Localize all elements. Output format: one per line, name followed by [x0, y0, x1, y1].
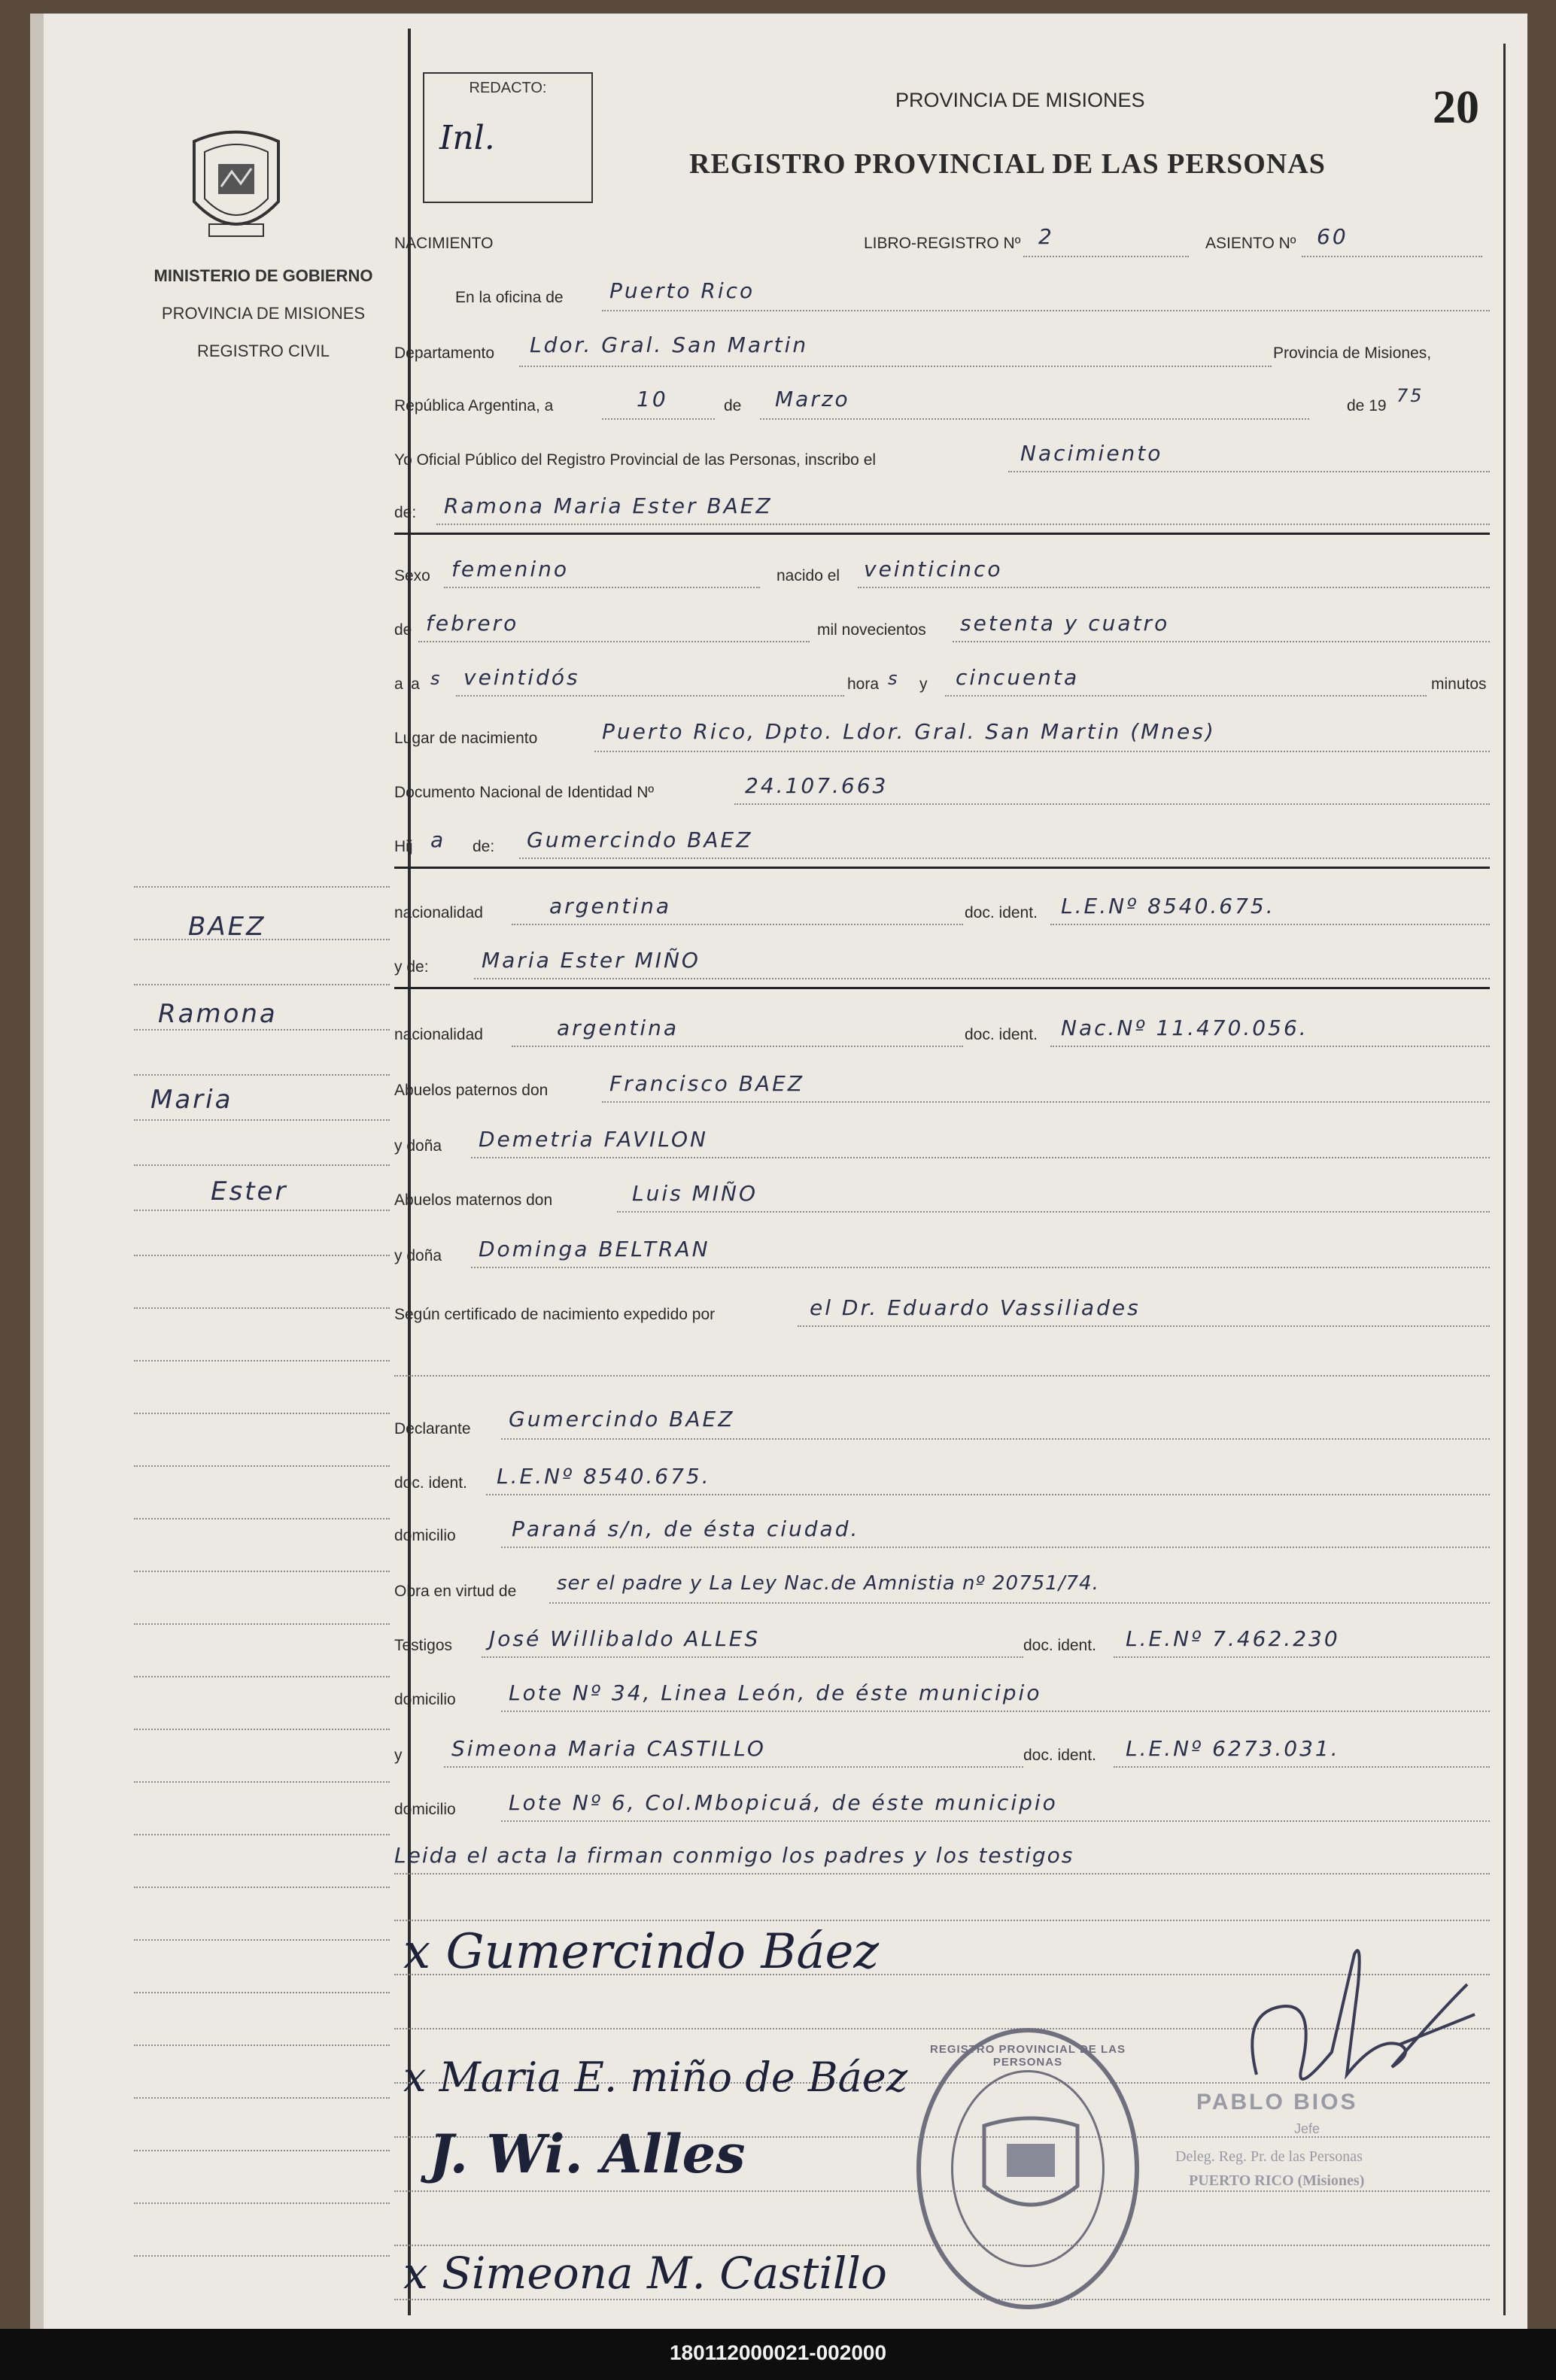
stub-line	[134, 1992, 390, 1993]
nombre-value: Ramona Maria Ester BAEZ	[444, 493, 773, 518]
testigo1-dom-dots	[501, 1711, 1490, 1712]
de-padre-label: de:	[473, 838, 495, 855]
stub-line	[134, 1781, 390, 1783]
republica-label: República Argentina, a	[394, 397, 554, 414]
madre-nac-value: argentina	[557, 1015, 679, 1040]
official-title-stamp: Jefe	[1294, 2121, 1320, 2136]
stub-line	[134, 1623, 390, 1625]
declarante-value: Gumercindo BAEZ	[509, 1407, 735, 1431]
signature-mother: x Maria E. miño de Báez	[403, 2054, 908, 2101]
padre-value: Gumercindo BAEZ	[527, 827, 753, 852]
dia-value: 10	[637, 387, 668, 411]
abuelo-paterno-dots	[602, 1101, 1490, 1103]
leida-value: Leida el acta la firman conmigo los padres y los testigos	[394, 1843, 1074, 1868]
y-de-label: y de:	[394, 958, 429, 976]
domicilio-label: domicilio	[394, 1527, 456, 1544]
certificado-dots	[798, 1325, 1490, 1327]
oficina-dots	[602, 310, 1490, 311]
stub-line	[134, 2045, 390, 2046]
mes-nac-dots	[418, 641, 810, 642]
testigo1-doc-label: doc. ident.	[1023, 1637, 1096, 1654]
anio-value: 75	[1396, 385, 1424, 406]
stub-line	[134, 984, 390, 985]
oficina-label: En la oficina de	[455, 289, 564, 306]
documento-value: 24.107.663	[745, 773, 889, 798]
padre-doc-label: doc. ident.	[965, 904, 1038, 921]
seal-emblem-icon	[977, 2111, 1085, 2231]
sig-line	[394, 2299, 1490, 2300]
anio-nac-value: setenta y cuatro	[960, 611, 1170, 636]
a-las-suffix: s	[430, 668, 442, 689]
documento-dots	[734, 803, 1490, 805]
abuela-materna-value: Dominga BELTRAN	[479, 1237, 710, 1261]
stub-line	[134, 1887, 390, 1888]
stub-line	[134, 2202, 390, 2204]
stub-province: PROVINCIA DE MISIONES	[161, 304, 366, 323]
stub-line	[134, 1571, 390, 1572]
abuela-paterna-dots	[471, 1157, 1490, 1158]
lugar-value: Puerto Rico, Dpto. Ldor. Gral. San Martin (Mnes)	[602, 719, 1216, 744]
signature-witness1: J. Wi. Alles	[429, 2123, 746, 2185]
obra-value: ser el padre y La Ley Nac.de Amnistia nº 20751/74.	[557, 1572, 1099, 1595]
signature-father: x Gumercindo Báez	[403, 1924, 880, 1980]
certificado-label: Según certificado de nacimiento expedido por	[394, 1306, 716, 1323]
anio-nac-dots	[953, 641, 1490, 642]
testigo2-doc-value: L.E.Nº 6273.031.	[1126, 1736, 1340, 1761]
testigos-label: Testigos	[394, 1637, 453, 1654]
madre-nacionalidad-label: nacionalidad	[394, 1026, 483, 1043]
stub-line	[134, 1413, 390, 1414]
official-office-stamp: Deleg. Reg. Pr. de las Personas	[1175, 2148, 1363, 2165]
sexo-label: Sexo	[394, 567, 430, 584]
obra-dots	[549, 1602, 1490, 1604]
testigo2-doc-label: doc. ident.	[1023, 1747, 1096, 1764]
stub-line	[134, 1210, 390, 1211]
testigo2-value: Simeona Maria CASTILLO	[451, 1736, 766, 1761]
departamento-label: Departamento	[394, 345, 495, 362]
departamento-value: Ldor. Gral. San Martin	[530, 332, 809, 357]
padre-doc-dots	[1050, 924, 1490, 925]
stub-line	[134, 1255, 390, 1256]
stub-line	[134, 886, 390, 888]
obra-label: Obra en virtud de	[394, 1583, 517, 1600]
seal-text: REGISTRO PROVINCIAL DE LAS PERSONAS	[930, 2043, 1126, 2069]
abuelo-materno-dots	[617, 1211, 1490, 1213]
asiento-label: ASIENTO Nº	[1205, 235, 1296, 252]
mes-value: Marzo	[775, 387, 850, 411]
yo-oficial-label: Yo Oficial Público del Registro Provincial de las Personas, inscribo el	[394, 451, 877, 469]
y-dona-paterna-label: y doña	[394, 1137, 442, 1155]
registry-title: REGISTRO PROVINCIAL DE LAS PERSONAS	[689, 148, 1326, 180]
testigo1-doc-dots	[1114, 1656, 1490, 1658]
nacimiento-heading: NACIMIENTO	[394, 235, 494, 252]
certificado-value: el Dr. Eduardo Vassiliades	[810, 1295, 1141, 1320]
stub-line	[134, 1307, 390, 1309]
nacido-dots	[858, 587, 1490, 588]
testigo1-dots	[482, 1656, 1023, 1658]
departamento-dots	[519, 366, 1272, 367]
provincia-label: Provincia de Misiones,	[1273, 345, 1432, 362]
redacto-initials: Inl.	[439, 119, 495, 157]
stub-line	[134, 1518, 390, 1519]
stub-name1: Ramona	[158, 999, 278, 1029]
minutos-value: cincuenta	[956, 665, 1080, 690]
padre-nac-dots	[512, 924, 963, 925]
inscribo-value: Nacimiento	[1020, 441, 1163, 466]
right-border-rule	[1503, 44, 1506, 2315]
declarante-dots	[501, 1438, 1490, 1440]
inscribo-dots	[1008, 471, 1490, 472]
stub-registry: REGISTRO CIVIL	[196, 342, 330, 360]
testigo2-dom-dots	[501, 1820, 1490, 1822]
stub-line	[134, 1834, 390, 1835]
de2-label: de	[394, 621, 412, 639]
stub-name2: Maria	[150, 1085, 233, 1115]
a-las-label: a la	[394, 675, 420, 693]
stub-line	[134, 1164, 390, 1166]
asiento-dots	[1302, 256, 1482, 257]
testigo1-dom-label: domicilio	[394, 1691, 456, 1708]
lugar-dots	[594, 751, 1490, 752]
stub-name3: Ester	[211, 1176, 288, 1207]
madre-doc-value: Nac.Nº 11.470.056.	[1061, 1015, 1308, 1040]
y-dona-materna-label: y doña	[394, 1247, 442, 1264]
stub-line	[134, 1676, 390, 1677]
official-place-stamp: PUERTO RICO (Misiones)	[1189, 2172, 1365, 2189]
stub-line	[134, 1074, 390, 1076]
nombre-rule	[394, 533, 1490, 535]
y-label: y	[919, 675, 928, 693]
horas-label: hora	[847, 675, 880, 693]
redacto-box	[423, 72, 593, 203]
lugar-label: Lugar de nacimiento	[394, 730, 538, 747]
madre-doc-label: doc. ident.	[965, 1026, 1038, 1043]
stub-line	[134, 1119, 390, 1121]
certificado-dots-2	[394, 1375, 1490, 1377]
sexo-dots	[444, 587, 760, 588]
documento-label: Documento Nacional de Identidad Nº	[394, 784, 655, 801]
hora-dots	[456, 695, 844, 697]
province-title: PROVINCIA DE MISIONES	[895, 89, 1145, 111]
padre-nacionalidad-label: nacionalidad	[394, 904, 483, 921]
dia-dots	[602, 418, 715, 420]
stub-line	[134, 2255, 390, 2257]
abuelos-maternos-label: Abuelos maternos don	[394, 1192, 553, 1209]
sig-line	[394, 1920, 1490, 1921]
stub-line	[134, 1465, 390, 1467]
stub-line	[134, 1939, 390, 1941]
testigo2-dom-label: domicilio	[394, 1801, 456, 1818]
madre-rule	[394, 987, 1490, 989]
stub-line	[134, 1029, 390, 1031]
mil-label: mil novecientos	[817, 621, 926, 639]
official-seal-stamp	[916, 2028, 1139, 2309]
abuelos-paternos-label: Abuelos paternos don	[394, 1082, 549, 1099]
hij-suffix: a	[430, 827, 446, 852]
official-name-stamp: PABLO BIOS	[1196, 2090, 1358, 2114]
libro-value: 2	[1038, 224, 1054, 249]
leida-dots	[394, 1873, 1490, 1875]
de1-label: de 19	[1347, 397, 1387, 414]
oficina-value: Puerto Rico	[609, 278, 755, 303]
padre-nac-value: argentina	[549, 894, 672, 918]
abuelo-materno-value: Luis MIÑO	[632, 1181, 758, 1206]
mes-nac-value: febrero	[426, 611, 519, 636]
padre-dots	[519, 858, 1490, 859]
y-testigo2-label: y	[394, 1747, 403, 1764]
official-signature-scribble	[1226, 1924, 1482, 2120]
de-label: de	[724, 397, 742, 414]
madre-nac-dots	[512, 1046, 963, 1047]
stub-ministry: MINISTERIO DE GOBIERNO	[153, 266, 373, 285]
abuelo-paterno-value: Francisco BAEZ	[609, 1071, 804, 1096]
hora-value: veintidós	[463, 665, 580, 690]
domicilio-dots	[501, 1547, 1490, 1548]
madre-dots	[474, 978, 1490, 979]
nacido-label: nacido el	[776, 567, 840, 584]
de-nombre-label: de:	[394, 504, 417, 521]
testigo2-dom-value: Lote Nº 6, Col.Mbopicuá, de éste municipio	[509, 1790, 1058, 1815]
stub-line	[134, 2150, 390, 2151]
testigo1-doc-value: L.E.Nº 7.462.230	[1126, 1626, 1340, 1651]
testigo1-dom-value: Lote Nº 34, Linea León, de éste municipio	[509, 1680, 1042, 1705]
padre-rule	[394, 867, 1490, 869]
testigo2-doc-dots	[1114, 1766, 1490, 1768]
mes-dots	[760, 418, 1309, 420]
nombre-dots	[436, 524, 1490, 525]
declarante-doc-value: L.E.Nº 8540.675.	[497, 1464, 711, 1489]
hij-label: Hij	[394, 838, 413, 855]
declarante-doc-dots	[486, 1494, 1490, 1495]
page-number: 20	[1433, 82, 1479, 133]
libro-label: LIBRO-REGISTRO Nº	[864, 235, 1021, 252]
declarante-label: Declarante	[394, 1420, 471, 1437]
domicilio-value: Paraná s/n, de ésta ciudad.	[512, 1516, 860, 1541]
testigo1-value: José Willibaldo ALLES	[489, 1626, 761, 1651]
stub-line	[134, 1729, 390, 1730]
minutos-label: minutos	[1431, 675, 1487, 693]
madre-value: Maria Ester MIÑO	[482, 948, 701, 973]
stub-line	[134, 1360, 390, 1362]
declarante-doc-label: doc. ident.	[394, 1474, 467, 1492]
libro-dots	[1023, 256, 1189, 257]
provincial-emblem-icon	[179, 119, 293, 254]
register-page	[30, 14, 1527, 2330]
horas-suffix: s	[888, 668, 900, 689]
padre-doc-value: L.E.Nº 8540.675.	[1061, 894, 1275, 918]
binding-edge	[30, 14, 44, 2330]
abuela-paterna-value: Demetria FAVILON	[479, 1127, 708, 1152]
testigo2-dots	[444, 1766, 1023, 1768]
asiento-value: 60	[1317, 224, 1348, 249]
stub-line	[134, 2097, 390, 2099]
abuela-materna-dots	[471, 1267, 1490, 1268]
footer-document-id: 180112000021-002000	[669, 2341, 887, 2364]
redacto-label: REDACTO:	[469, 80, 547, 96]
signature-witness2: x Simeona M. Castillo	[403, 2248, 887, 2299]
sexo-value: femenino	[451, 557, 569, 581]
minutos-dots	[945, 695, 1427, 697]
madre-doc-dots	[1050, 1046, 1490, 1047]
stub-surname: BAEZ	[188, 912, 266, 942]
nacido-value: veinticinco	[864, 557, 1003, 581]
